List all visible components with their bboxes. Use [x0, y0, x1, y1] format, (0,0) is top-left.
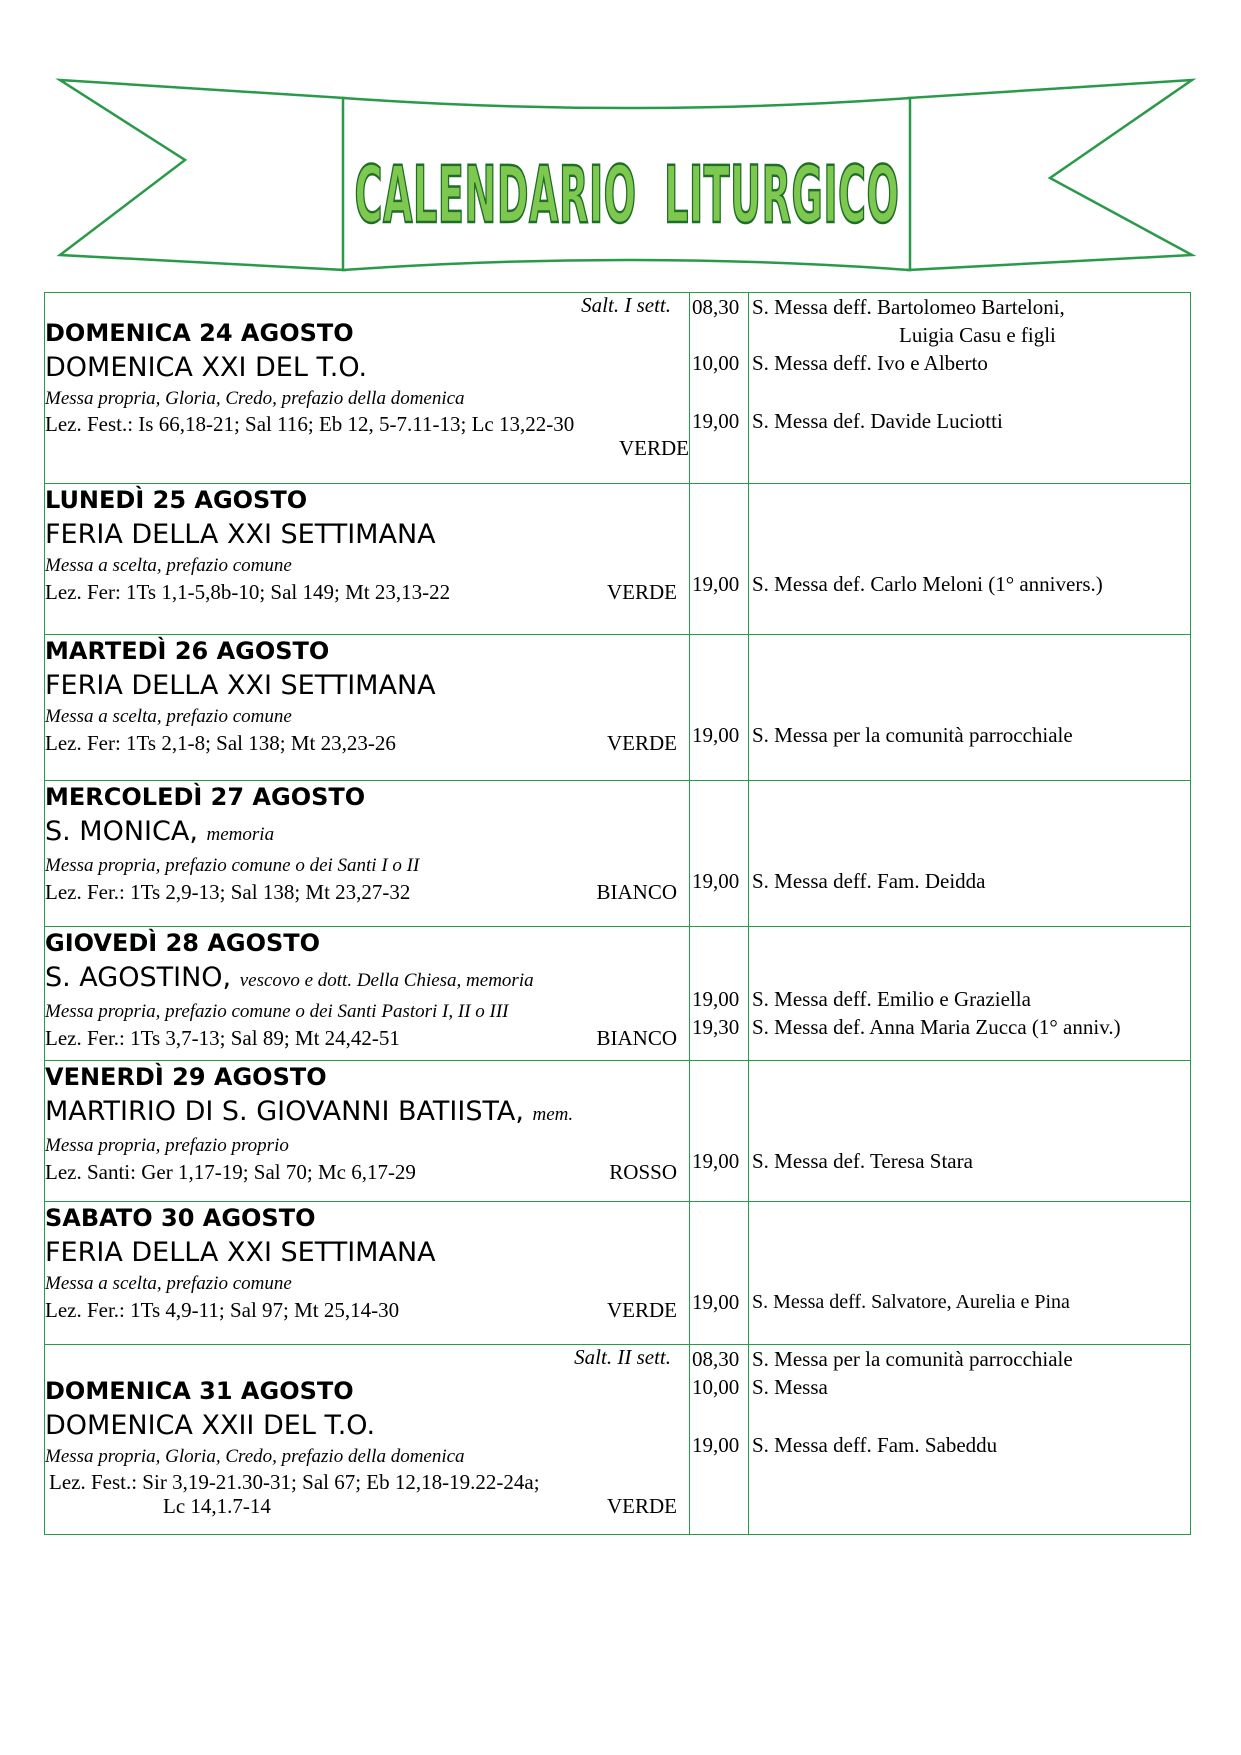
- mass-intention: S. Messa deff. Ivo e Alberto: [752, 351, 988, 375]
- mass-times-cell: [690, 781, 749, 927]
- mass-time: 19,00: [692, 1149, 740, 1173]
- mass-times-cell: [690, 927, 749, 1061]
- celebration-note: vescovo e dott. Della Chiesa, memoria: [239, 970, 534, 991]
- day-lezioni: Lez. Fer: 1Ts 2,1-8; Sal 138; Mt 23,23-26: [45, 731, 396, 755]
- liturgical-color: BIANCO: [596, 880, 677, 904]
- day-messa: Messa propria, prefazio proprio: [45, 1135, 289, 1156]
- day-messa: Messa a scelta, prefazio comune: [45, 555, 292, 576]
- day-lezioni: Lez. Fer.: 1Ts 2,9-13; Sal 138; Mt 23,27-32: [45, 880, 411, 904]
- mass-times-cell: [690, 1345, 749, 1535]
- mass-intentions-cell: [749, 1061, 1191, 1202]
- day-date: MERCOLEDÌ 27 AGOSTO: [45, 783, 366, 811]
- celebration-note: memoria: [206, 824, 275, 845]
- day-info-cell: [45, 781, 690, 927]
- day-lezioni: Lez. Fer.: 1Ts 4,9-11; Sal 97; Mt 25,14-30: [45, 1298, 400, 1322]
- mass-time: 08,30: [692, 1347, 740, 1371]
- day-celebration: S. MONICA,: [45, 816, 198, 847]
- day-messa: Messa propria, Gloria, Credo, prefazio della domenica: [45, 388, 465, 409]
- day-row: [45, 1345, 1191, 1535]
- day-celebration: FERIA DELLA XXI SETTIMANA: [45, 670, 436, 701]
- mass-intention: S. Messa deff. Bartolomeo Barteloni,: [752, 295, 1065, 319]
- mass-intentions-cell: [749, 293, 1191, 484]
- mass-intention: S. Messa per la comunità parrocchiale: [752, 1347, 1073, 1371]
- day-row: [45, 635, 1191, 781]
- mass-time: 10,00: [692, 1375, 740, 1399]
- day-messa: Messa propria, prefazio comune o dei Santi Pastori I, II o III: [45, 1001, 509, 1022]
- mass-time: 19,00: [692, 1290, 740, 1314]
- mass-intention-cont: Luigia Casu e figli: [899, 323, 1056, 347]
- mass-intention: S. Messa deff. Fam. Sabeddu: [752, 1433, 998, 1457]
- mass-time: 19,30: [692, 1015, 740, 1039]
- day-row: [45, 484, 1191, 635]
- day-celebration: DOMENICA XXII DEL T.O.: [45, 1410, 376, 1441]
- mass-times-cell: [690, 635, 749, 781]
- day-lezioni-cont: Lc 14,1.7-14: [163, 1494, 271, 1518]
- day-lezioni: Lez. Fer: 1Ts 1,1-5,8b-10; Sal 149; Mt 23,13-22: [45, 580, 451, 604]
- mass-intentions-cell: [749, 927, 1191, 1061]
- liturgical-color: VERDE: [607, 1494, 677, 1518]
- mass-intention: S. Messa: [752, 1375, 828, 1399]
- day-info-cell: [45, 1202, 690, 1345]
- mass-time: 19,00: [692, 723, 740, 747]
- day-messa: Messa a scelta, prefazio comune: [45, 1273, 292, 1294]
- day-lezioni: Lez. Santi: Ger 1,17-19; Sal 70; Mc 6,17-29: [45, 1160, 416, 1184]
- day-date: SABATO 30 AGOSTO: [45, 1204, 316, 1232]
- day-info-cell: [45, 1345, 690, 1535]
- mass-time: 19,00: [692, 1433, 740, 1457]
- day-celebration: FERIA DELLA XXI SETTIMANA: [45, 519, 436, 550]
- mass-intention: S. Messa deff. Salvatore, Aurelia e Pina: [752, 1291, 1070, 1313]
- mass-intentions-cell: [749, 1202, 1191, 1345]
- day-celebration: S. AGOSTINO,: [45, 962, 232, 993]
- mass-intentions-cell: [749, 635, 1191, 781]
- liturgical-color: ROSSO: [609, 1160, 677, 1184]
- mass-time: 19,00: [692, 987, 740, 1011]
- day-row: [45, 1202, 1191, 1345]
- celebration-note: mem.: [532, 1104, 574, 1125]
- mass-time: 19,00: [692, 572, 740, 596]
- liturgical-color: BIANCO: [596, 1026, 677, 1050]
- day-messa: Messa a scelta, prefazio comune: [45, 706, 292, 727]
- day-lezioni: Lez. Fest.: Sir 3,19-21.30-31; Sal 67; Eb 12,18-19.22-24a;: [49, 1470, 540, 1494]
- mass-times-cell: [690, 1202, 749, 1345]
- banner-title: CALENDARIO LITURGICO: [354, 151, 900, 241]
- day-row: [45, 1061, 1191, 1202]
- liturgical-color: VERDE: [607, 731, 677, 755]
- day-info-cell: [45, 293, 690, 484]
- day-lezioni: Lez. Fest.: Is 66,18-21; Sal 116; Eb 12, 5-7.11-13; Lc 13,22-30: [45, 412, 575, 436]
- day-row: [45, 781, 1191, 927]
- mass-intention: S. Messa def. Teresa Stara: [752, 1149, 973, 1173]
- salterio-label: Salt. II sett.: [574, 1345, 671, 1369]
- mass-time: 08,30: [692, 295, 740, 319]
- mass-time: 19,00: [692, 869, 740, 893]
- day-info-cell: [45, 1061, 690, 1202]
- mass-intention: S. Messa def. Davide Luciotti: [752, 409, 1003, 433]
- day-celebration: FERIA DELLA XXI SETTIMANA: [45, 1237, 436, 1268]
- day-date: DOMENICA 31 AGOSTO: [45, 1377, 354, 1405]
- day-celebration: MARTIRIO DI S. GIOVANNI BATIISTA,: [45, 1096, 524, 1127]
- day-date: MARTEDÌ 26 AGOSTO: [45, 637, 330, 665]
- liturgical-color: VERDE: [607, 580, 677, 604]
- mass-intention: S. Messa per la comunità parrocchiale: [752, 723, 1073, 747]
- salterio-label: Salt. I sett.: [581, 293, 671, 317]
- mass-times-cell: [690, 1061, 749, 1202]
- day-messa: Messa propria, Gloria, Credo, prefazio della domenica: [45, 1446, 465, 1467]
- mass-intention: S. Messa deff. Emilio e Graziella: [752, 987, 1031, 1011]
- mass-intentions-cell: [749, 781, 1191, 927]
- day-date: LUNEDÌ 25 AGOSTO: [45, 486, 308, 514]
- day-row: [45, 927, 1191, 1061]
- calendar-banner: [0, 0, 1241, 290]
- mass-times-cell: [690, 484, 749, 635]
- day-date: DOMENICA 24 AGOSTO: [45, 319, 354, 347]
- mass-intention: S. Messa def. Carlo Meloni (1° annivers.): [752, 572, 1103, 596]
- liturgical-calendar-table: [44, 292, 1191, 1535]
- mass-intention: S. Messa def. Anna Maria Zucca (1° anniv.): [752, 1015, 1121, 1039]
- mass-times-cell: [690, 293, 749, 484]
- day-lezioni: Lez. Fer.: 1Ts 3,7-13; Sal 89; Mt 24,42-51: [45, 1026, 400, 1050]
- day-date: VENERDÌ 29 AGOSTO: [45, 1063, 327, 1091]
- day-celebration: DOMENICA XXI DEL T.O.: [45, 352, 368, 383]
- mass-intentions-cell: [749, 484, 1191, 635]
- day-messa: Messa propria, prefazio comune o dei Santi I o II: [45, 855, 420, 876]
- day-row: [45, 293, 1191, 484]
- mass-time: 19,00: [692, 409, 740, 433]
- day-date: GIOVEDÌ 28 AGOSTO: [45, 929, 321, 957]
- day-info-cell: [45, 484, 690, 635]
- mass-intention: S. Messa deff. Fam. Deidda: [752, 869, 986, 893]
- day-info-cell: [45, 927, 690, 1061]
- day-info-cell: [45, 635, 690, 781]
- mass-time: 10,00: [692, 351, 740, 375]
- liturgical-color: VERDE: [607, 1298, 677, 1322]
- liturgical-color: VERDE: [619, 436, 689, 460]
- mass-intentions-cell: [749, 1345, 1191, 1535]
